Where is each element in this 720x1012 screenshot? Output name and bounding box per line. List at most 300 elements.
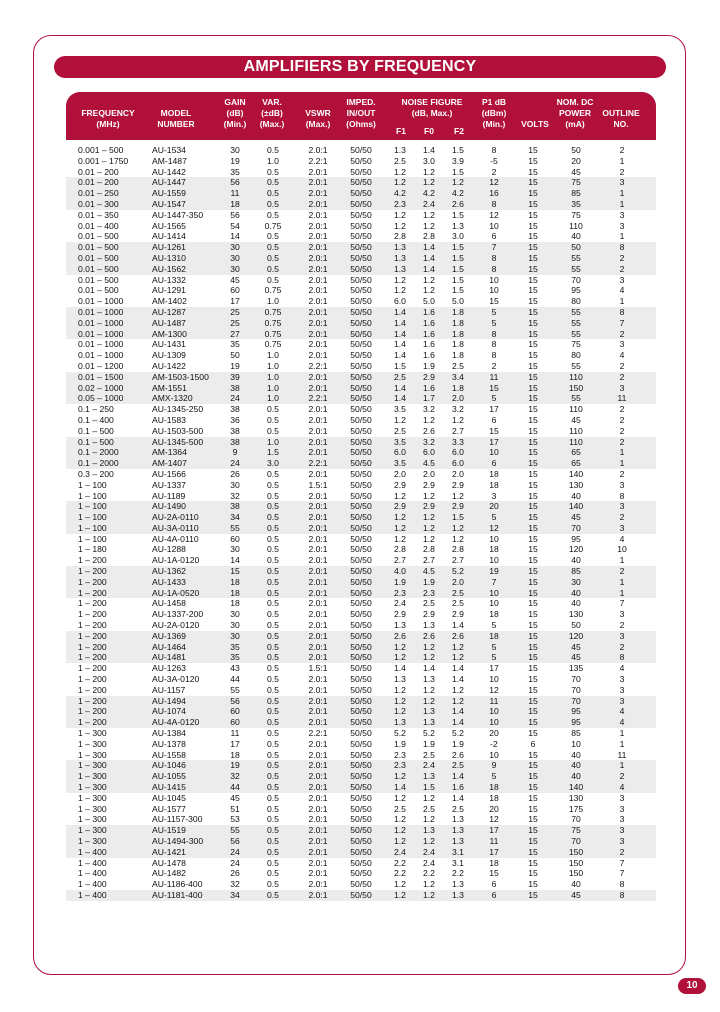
cell-gain: 27 [230,328,240,339]
cell-p1db: 10 [489,555,499,566]
cell-frequency: 1 – 300 [78,825,107,836]
cell-frequency: 1 – 400 [78,879,107,890]
cell-gain: 45 [230,792,240,803]
cell-vswr: 2.0:1 [308,771,328,782]
cell-volts: 15 [528,555,538,566]
header-p1db-line1: P1 dB [481,97,507,107]
cell-model: AU-1478 [152,857,186,868]
cell-imped: 50/50 [350,339,372,350]
cell-vswr: 1.5:1 [308,663,328,674]
cell-model: AU-1186-400 [152,879,203,890]
cell-vswr: 2.0:1 [308,782,328,793]
cell-vswr: 2.0:1 [308,447,328,458]
cell-model: AU-4A-0120 [152,717,200,728]
cell-noise-f0: 1.2 [423,533,435,544]
cell-noise-f1: 1.4 [394,393,406,404]
cell-noise-f2: 1.3 [452,879,464,890]
cell-var: 0.5 [267,242,279,253]
cell-vswr: 2.0:1 [308,889,328,900]
cell-frequency: 1 – 300 [78,792,107,803]
cell-noise-f1: 3.5 [394,458,406,469]
cell-noise-f0: 1.4 [423,242,435,253]
cell-outline: 3 [619,814,625,825]
cell-frequency: 1 – 400 [78,846,107,857]
cell-outline: 2 [619,371,625,382]
cell-model: AU-1055 [152,771,186,782]
cell-frequency: 1 – 400 [78,889,107,900]
cell-var: 1.0 [267,155,279,166]
cell-imped: 50/50 [350,188,372,199]
cell-noise-f2: 2.6 [452,198,464,209]
cell-frequency: 0.01 – 500 [78,274,119,285]
cell-frequency: 1 – 200 [78,717,107,728]
cell-outline: 2 [619,846,625,857]
table-row [66,458,656,469]
cell-power: 50 [571,242,581,253]
cell-var: 0.5 [267,846,279,857]
cell-frequency: 1 – 200 [78,706,107,717]
cell-vswr: 2.0:1 [308,576,328,587]
cell-noise-f1: 1.9 [394,576,406,587]
cell-noise-f2: 2.7 [452,425,464,436]
cell-power: 140 [568,782,584,793]
cell-noise-f0: 1.2 [423,490,435,501]
cell-outline: 4 [619,782,625,793]
table-row [66,663,656,674]
cell-vswr: 2.0:1 [308,641,328,652]
cell-noise-f1: 1.4 [394,350,406,361]
cell-imped: 50/50 [350,166,372,177]
table-row [66,566,656,577]
cell-noise-f2: 1.5 [452,512,464,523]
table-row [66,588,656,599]
cell-model: AU-1414 [152,231,186,242]
cell-model: AU-1447 [152,177,186,188]
cell-p1db: 5 [491,393,497,404]
table-row [66,890,656,901]
cell-var: 1.0 [267,393,279,404]
header-imped-line3: (Ohms) [346,119,376,129]
cell-power: 70 [571,684,581,695]
header-frequency-line1: FREQUENCY [81,108,135,118]
cell-var: 0.5 [267,889,279,900]
cell-volts: 15 [528,598,538,609]
cell-noise-f2: 2.5 [452,587,464,598]
cell-p1db: 9 [491,760,497,771]
cell-power: 120 [568,544,584,555]
cell-vswr: 2.0:1 [308,350,328,361]
cell-power: 20 [571,155,581,166]
cell-imped: 50/50 [350,263,372,274]
cell-volts: 15 [528,252,538,263]
cell-model: AU-4A-0110 [152,533,199,544]
cell-var: 0.5 [267,209,279,220]
cell-noise-f0: 1.2 [423,814,435,825]
table-row [66,609,656,620]
cell-noise-f0: 3.2 [423,404,435,415]
cell-outline: 3 [619,177,625,188]
table-row [66,285,656,296]
cell-noise-f1: 1.4 [394,306,406,317]
cell-noise-f0: 1.6 [423,317,435,328]
cell-gain: 32 [230,490,240,501]
cell-model: AU-1577 [152,803,186,814]
cell-noise-f0: 2.4 [423,760,435,771]
header-noise-line2: (dB, Max.) [411,108,453,118]
cell-gain: 15 [230,566,240,577]
cell-noise-f0: 4.2 [423,188,435,199]
header-noise-f1: F1 [396,126,406,136]
cell-imped: 50/50 [350,857,372,868]
cell-noise-f1: 4.2 [394,188,406,199]
cell-model: AU-1422 [152,360,186,371]
cell-var: 0.5 [267,879,279,890]
cell-noise-f2: 1.5 [452,285,464,296]
cell-noise-f2: 3.2 [452,404,464,415]
cell-p1db: 10 [489,587,499,598]
cell-p1db: 6 [491,231,497,242]
cell-p1db: 8 [491,350,497,361]
cell-outline: 3 [619,792,625,803]
cell-volts: 15 [528,544,538,555]
cell-power: 140 [568,468,584,479]
table-row [66,771,656,782]
cell-noise-f1: 1.3 [394,263,406,274]
cell-model: AU-1337-200 [152,609,204,620]
cell-volts: 15 [528,242,538,253]
cell-power: 70 [571,695,581,706]
cell-frequency: 1 – 200 [78,598,107,609]
cell-volts: 15 [528,587,538,598]
cell-vswr: 2.0:1 [308,803,328,814]
cell-model: AU-1263 [152,663,186,674]
cell-var: 0.75 [264,317,282,328]
cell-var: 0.5 [267,522,279,533]
cell-noise-f0: 1.3 [423,620,435,631]
header-model-line2: NUMBER [157,119,195,129]
cell-var: 0.5 [267,501,279,512]
cell-vswr: 2.0:1 [308,879,328,890]
cell-volts: 15 [528,630,538,641]
cell-p1db: 5 [491,620,497,631]
header-var-line3: (Max.) [259,119,285,129]
cell-vswr: 2.0:1 [308,177,328,188]
cell-model: AU-1415 [152,782,186,793]
cell-model: AM-1407 [152,458,187,469]
table-row [66,793,656,804]
cell-volts: 15 [528,198,538,209]
cell-outline: 2 [619,166,625,177]
cell-volts: 15 [528,760,538,771]
cell-outline: 3 [619,674,625,685]
cell-vswr: 2.2:1 [308,728,328,739]
cell-imped: 50/50 [350,544,372,555]
cell-imped: 50/50 [350,879,372,890]
cell-gain: 19 [230,155,240,166]
cell-power: 95 [571,533,581,544]
cell-var: 0.5 [267,717,279,728]
cell-imped: 50/50 [350,846,372,857]
cell-noise-f2: 1.6 [452,782,464,793]
cell-power: 75 [571,209,581,220]
cell-imped: 50/50 [350,155,372,166]
cell-power: 45 [571,641,581,652]
cell-model: AU-1157-300 [152,814,203,825]
cell-outline: 3 [619,836,625,846]
cell-p1db: 5 [491,652,497,663]
cell-volts: 15 [528,404,538,415]
cell-noise-f1: 2.8 [394,544,406,555]
cell-p1db: 10 [489,598,499,609]
cell-noise-f0: 1.2 [423,274,435,285]
cell-vswr: 2.0:1 [308,555,328,566]
cell-vswr: 2.0:1 [308,382,328,393]
cell-power: 40 [571,760,581,771]
cell-imped: 50/50 [350,825,372,836]
cell-imped: 50/50 [350,306,372,317]
cell-noise-f0: 1.4 [423,263,435,274]
cell-noise-f1: 2.2 [394,857,406,868]
cell-var: 0.5 [267,587,279,598]
cell-power: 110 [569,404,583,415]
cell-imped: 50/50 [350,479,372,490]
cell-gain: 38 [230,501,240,512]
cell-p1db: 8 [491,145,497,155]
cell-gain: 34 [230,889,240,900]
cell-var: 1.0 [267,350,279,361]
cell-vswr: 2.0:1 [308,695,328,706]
table-row [66,199,656,210]
cell-p1db: -5 [490,155,498,166]
cell-volts: 15 [528,825,538,836]
table-row [66,318,656,329]
cell-noise-f2: 2.0 [452,468,464,479]
table-row [66,847,656,858]
cell-noise-f2: 2.5 [452,598,464,609]
cell-model: AU-1157 [152,684,186,695]
cell-p1db: 20 [489,803,499,814]
cell-outline: 1 [619,198,625,209]
amplifier-table [66,92,656,918]
header-frequency-line2: (MHz) [96,119,120,129]
cell-model: AU-1288 [152,544,186,555]
table-row [66,620,656,631]
cell-p1db: 5 [491,512,497,523]
cell-vswr: 2.0:1 [308,857,328,868]
cell-p1db: 16 [489,188,499,199]
cell-model: AU-1362 [152,566,186,577]
cell-model: AU-1332 [152,274,186,285]
cell-model: AU-1464 [152,641,186,652]
cell-power: 70 [571,836,581,846]
cell-noise-f1: 2.3 [394,587,406,598]
cell-noise-f0: 1.2 [423,522,435,533]
cell-noise-f1: 6.0 [394,296,406,307]
cell-noise-f0: 2.9 [423,501,435,512]
table-row [66,739,656,750]
cell-gain: 54 [230,220,240,231]
cell-vswr: 2.0:1 [308,231,328,242]
cell-imped: 50/50 [350,317,372,328]
cell-vswr: 2.0:1 [308,425,328,436]
cell-noise-f1: 2.9 [394,479,406,490]
cell-noise-f2: 1.2 [452,522,464,533]
cell-noise-f2: 1.2 [452,414,464,425]
cell-imped: 50/50 [350,792,372,803]
cell-imped: 50/50 [350,738,372,749]
cell-outline: 1 [619,155,625,166]
cell-imped: 50/50 [350,566,372,577]
cell-imped: 50/50 [350,404,372,415]
header-noise-line1: NOISE FIGURE [401,97,463,107]
cell-outline: 2 [619,328,625,339]
cell-gain: 30 [230,544,240,555]
cell-gain: 30 [230,479,240,490]
cell-imped: 50/50 [350,177,372,188]
cell-frequency: 0.01 – 1000 [78,328,124,339]
cell-noise-f0: 4.5 [423,566,435,577]
cell-volts: 15 [528,328,538,339]
cell-frequency: 1 – 300 [78,760,107,771]
cell-gain: 38 [230,425,240,436]
cell-vswr: 2.0:1 [308,188,328,199]
cell-volts: 15 [528,436,538,447]
cell-var: 0.5 [267,868,279,879]
cell-power: 70 [571,274,581,285]
cell-noise-f0: 2.2 [423,868,435,879]
cell-noise-f2: 1.4 [452,663,464,674]
header-noise-f2: F2 [454,126,464,136]
cell-noise-f0: 3.0 [423,155,435,166]
table-row [66,685,656,696]
cell-power: 95 [571,717,581,728]
cell-model: AU-1337 [152,479,186,490]
cell-var: 0.5 [267,836,279,846]
cell-volts: 15 [528,155,538,166]
header-var-line2: (±dB) [261,108,283,118]
cell-power: 150 [568,382,584,393]
header-frequency [72,108,144,130]
header-outline-line1: OUTLINE [602,108,640,118]
cell-vswr: 2.0:1 [308,846,328,857]
cell-noise-f2: 3.3 [452,436,464,447]
cell-gain: 24 [230,857,240,868]
cell-vswr: 2.0:1 [308,630,328,641]
table-row [66,879,656,890]
cell-model: AU-1261 [152,242,186,253]
cell-power: 110 [569,220,583,231]
cell-noise-f2: 4.2 [452,188,464,199]
cell-imped: 50/50 [350,674,372,685]
cell-model: AU-1291 [152,285,186,296]
table-row [66,491,656,502]
cell-outline: 3 [619,220,625,231]
cell-power: 40 [571,490,581,501]
cell-vswr: 2.0:1 [308,706,328,717]
cell-noise-f1: 1.4 [394,339,406,350]
cell-frequency: 1 – 200 [78,695,107,706]
cell-model: AMX-1320 [152,393,193,404]
cell-imped: 50/50 [350,220,372,231]
cell-noise-f2: 2.6 [452,749,464,760]
cell-noise-f1: 3.5 [394,436,406,447]
cell-vswr: 2.0:1 [308,566,328,577]
cell-gain: 24 [230,393,240,404]
cell-power: 45 [571,889,581,900]
cell-p1db: 17 [489,436,499,447]
cell-noise-f1: 1.2 [394,814,406,825]
cell-p1db: 18 [489,792,499,803]
cell-noise-f0: 1.3 [423,771,435,782]
cell-noise-f0: 2.5 [423,803,435,814]
cell-vswr: 2.0:1 [308,252,328,263]
cell-frequency: 1 – 300 [78,771,107,782]
table-row [66,264,656,275]
cell-imped: 50/50 [350,641,372,652]
cell-p1db: 18 [489,609,499,620]
cell-model: AU-1503-500 [152,425,204,436]
header-power-line2: POWER [558,108,592,118]
cell-gain: 11 [230,188,240,199]
cell-volts: 15 [528,663,538,674]
cell-power: 40 [571,587,581,598]
cell-outline: 1 [619,447,625,458]
cell-frequency: 1 – 200 [78,674,107,685]
cell-model: AU-1A-0520 [152,587,200,598]
cell-volts: 15 [528,889,538,900]
cell-vswr: 2.2:1 [308,155,328,166]
cell-frequency: 0.01 – 500 [78,231,119,242]
cell-noise-f1: 1.3 [394,252,406,263]
cell-noise-f0: 3.2 [423,436,435,447]
cell-gain: 17 [230,296,240,307]
cell-noise-f0: 1.3 [423,717,435,728]
cell-noise-f0: 1.6 [423,339,435,350]
cell-volts: 15 [528,749,538,760]
cell-p1db: 2 [491,360,497,371]
cell-var: 0.5 [267,252,279,263]
cell-noise-f1: 1.2 [394,792,406,803]
cell-imped: 50/50 [350,447,372,458]
cell-frequency: 1 – 400 [78,857,107,868]
cell-gain: 56 [230,695,240,706]
header-imped [338,97,384,130]
cell-gain: 30 [230,242,240,253]
cell-noise-f1: 1.4 [394,382,406,393]
cell-noise-f0: 1.2 [423,836,435,846]
cell-gain: 38 [230,404,240,415]
cell-noise-f2: 1.3 [452,889,464,900]
cell-p1db: 8 [491,328,497,339]
cell-var: 0.5 [267,641,279,652]
cell-model: AU-1534 [152,145,186,155]
cell-model: AM-1402 [152,296,187,307]
cell-gain: 35 [230,166,240,177]
cell-power: 120 [568,630,584,641]
cell-outline: 3 [619,501,625,512]
header-model [144,108,208,130]
cell-var: 0.5 [267,274,279,285]
cell-p1db: -2 [490,738,498,749]
table-row [66,447,656,458]
cell-model: AU-1369 [152,630,186,641]
cell-gain: 51 [230,803,240,814]
cell-imped: 50/50 [350,522,372,533]
cell-frequency: 0.01 – 250 [78,188,119,199]
cell-imped: 50/50 [350,749,372,760]
cell-noise-f1: 1.2 [394,177,406,188]
cell-noise-f2: 1.5 [452,166,464,177]
